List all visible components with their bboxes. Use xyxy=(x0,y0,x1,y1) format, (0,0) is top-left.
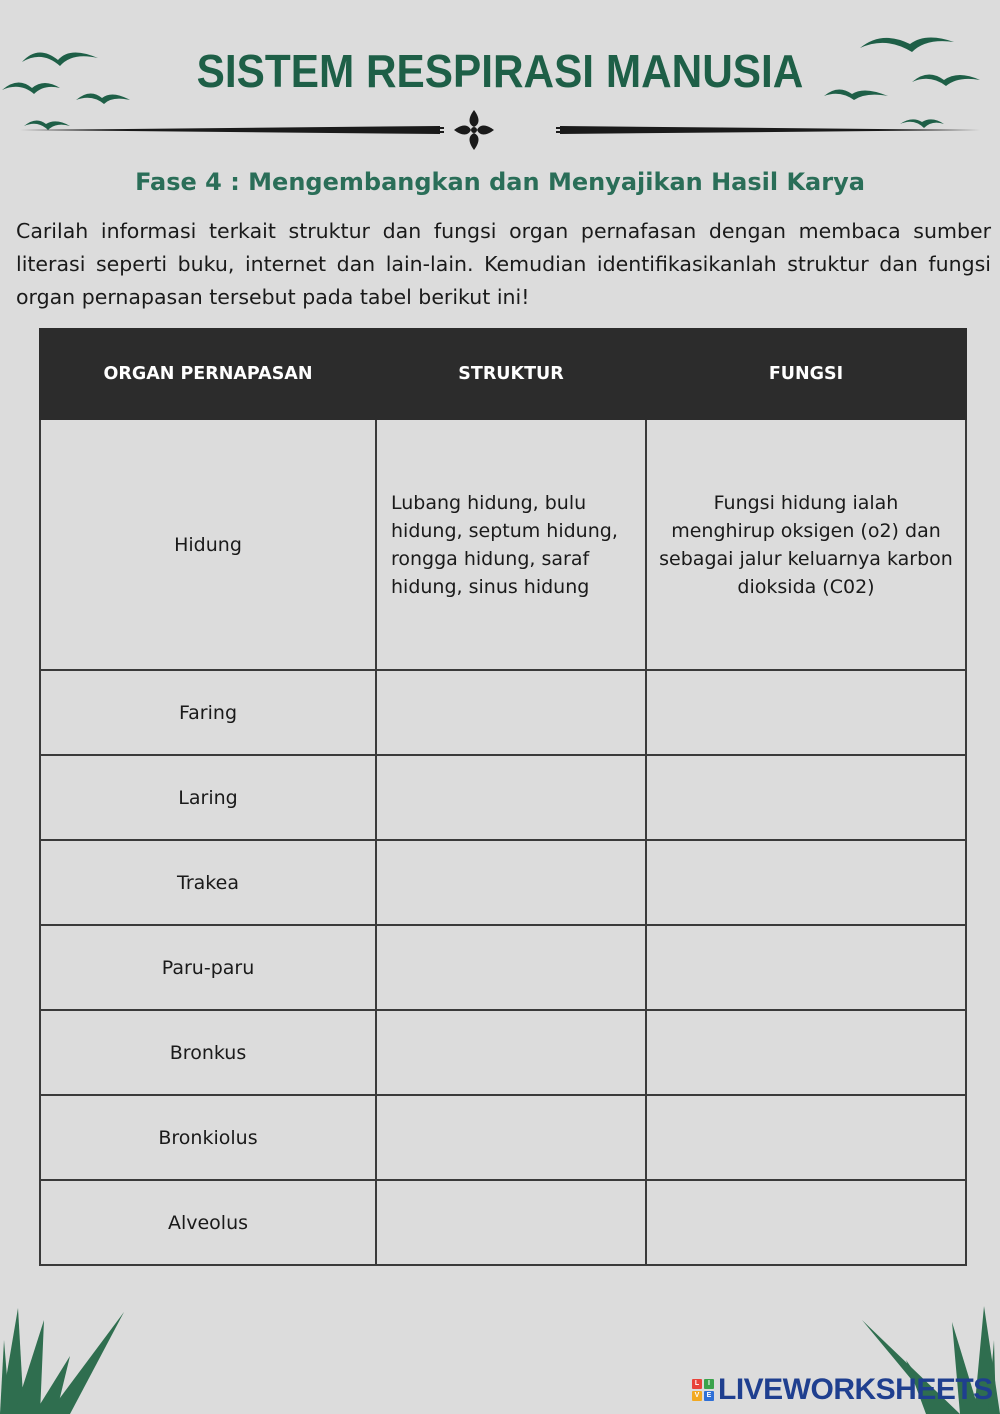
fungsi-input[interactable] xyxy=(646,755,966,840)
table-row xyxy=(40,1010,966,1095)
page-title: SISTEM RESPIRASI MANUSIA xyxy=(196,45,804,97)
fungsi-input[interactable] xyxy=(646,925,966,1010)
logo-box-letter: I xyxy=(704,1379,714,1389)
fungsi-input[interactable] xyxy=(646,1095,966,1180)
organ-cell: Bronkiolus xyxy=(40,1095,376,1180)
struktur-input[interactable] xyxy=(376,840,646,925)
fungsi-input[interactable]: Fungsi hidung ialah menghirup oksigen (o2) dan sebagai jalur keluarnya karbon dioksida (C02) xyxy=(646,419,966,670)
phase-heading: Fase 4 : Mengembangkan dan Menyajikan Hasil Karya xyxy=(135,168,865,196)
table-row xyxy=(40,840,966,925)
grass-left-decoration xyxy=(0,1300,130,1414)
organ-cell: Hidung xyxy=(40,419,376,670)
title-divider-ornament xyxy=(20,108,980,152)
struktur-input[interactable] xyxy=(376,925,646,1010)
logo-box-letter: L xyxy=(692,1379,702,1389)
fungsi-input[interactable] xyxy=(646,670,966,755)
organ-cell: Alveolus xyxy=(40,1180,376,1265)
struktur-input[interactable] xyxy=(376,1180,646,1265)
fungsi-input[interactable] xyxy=(646,1010,966,1095)
logo-box-letter: V xyxy=(692,1391,702,1401)
organ-table xyxy=(39,328,967,1266)
table-row xyxy=(40,755,966,840)
header-fungsi: FUNGSI xyxy=(646,329,966,419)
logo-text: LIVEWORKSHEETS xyxy=(718,1373,993,1406)
struktur-input[interactable] xyxy=(376,755,646,840)
struktur-input[interactable]: Lubang hidung, bulu hidung, septum hidung, rongga hidung, saraf hidung, sinus hidung xyxy=(376,419,646,670)
organ-cell: Bronkus xyxy=(40,1010,376,1095)
struktur-input[interactable] xyxy=(376,670,646,755)
organ-cell: Faring xyxy=(40,670,376,755)
table-row xyxy=(40,419,966,670)
table-row xyxy=(40,1180,966,1265)
organ-cell: Laring xyxy=(40,755,376,840)
struktur-input[interactable] xyxy=(376,1010,646,1095)
table-row xyxy=(40,1095,966,1180)
header-organ: ORGAN PERNAPASAN xyxy=(40,329,376,419)
table-header-row xyxy=(40,329,966,419)
fungsi-input[interactable] xyxy=(646,1180,966,1265)
organ-cell: Trakea xyxy=(40,840,376,925)
table-row xyxy=(40,670,966,755)
header-struktur: STRUKTUR xyxy=(376,329,646,419)
organ-cell: Paru-paru xyxy=(40,925,376,1010)
fungsi-input[interactable] xyxy=(646,840,966,925)
logo-box-letter: E xyxy=(704,1391,714,1401)
struktur-input[interactable] xyxy=(376,1095,646,1180)
liveworksheets-logo xyxy=(692,1374,993,1406)
logo-icon xyxy=(692,1379,714,1401)
instructions-paragraph: Carilah informasi terkait struktur dan fungsi organ pernafasan dengan membaca sumber literasi seperti buku, internet dan lain-lain. Kemudian identifikasikanlah struktur dan fungsi organ pernapasan tersebut pada tabel berikut ini! xyxy=(16,219,991,309)
table-row xyxy=(40,925,966,1010)
